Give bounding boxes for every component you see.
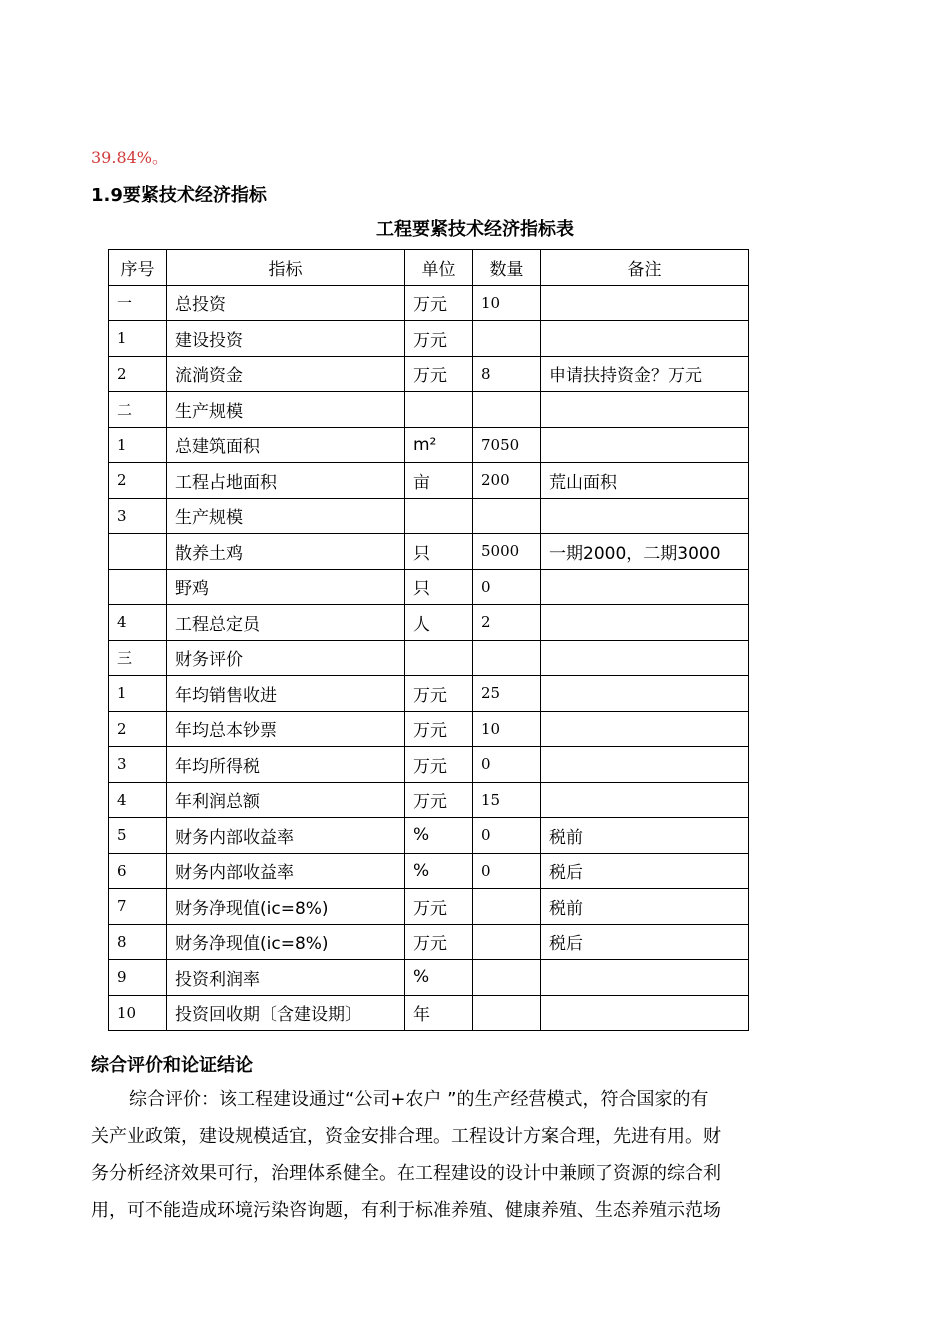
cell-remarks xyxy=(541,498,749,534)
cell-indicator: 野鸡 xyxy=(167,569,405,605)
cell-quantity: 5000 xyxy=(473,534,541,570)
cell-remarks: 税前 xyxy=(541,818,749,854)
cell-indicator: 财务内部收益率 xyxy=(167,818,405,854)
table-row xyxy=(109,676,749,712)
table-row xyxy=(109,427,749,463)
cell-indicator: 财务评价 xyxy=(167,640,405,676)
table-row xyxy=(109,818,749,854)
cell-indicator: 财务净现值(ic=8%) xyxy=(167,889,405,925)
cell-quantity: 10 xyxy=(473,285,541,321)
cell-index: 6 xyxy=(109,853,167,889)
cell-unit: 年 xyxy=(405,995,473,1031)
cell-quantity: 0 xyxy=(473,747,541,783)
cell-index: 2 xyxy=(109,356,167,392)
cell-unit xyxy=(405,640,473,676)
cell-index: 10 xyxy=(109,995,167,1031)
table-row xyxy=(109,605,749,641)
cell-unit: 只 xyxy=(405,534,473,570)
table-row xyxy=(109,321,749,357)
table-row xyxy=(109,569,749,605)
table-row xyxy=(109,782,749,818)
cell-unit: % xyxy=(405,853,473,889)
previous-page-fragment: 39.84%。 xyxy=(91,148,169,167)
cell-indicator: 总建筑面积 xyxy=(167,427,405,463)
cell-quantity: 25 xyxy=(473,676,541,712)
paragraph-line: 务分析经济效果可行，治理体系健全。在工程建设的设计中兼顾了资源的综合利 xyxy=(91,1163,721,1184)
cell-indicator: 生产规模 xyxy=(167,498,405,534)
table-row xyxy=(109,924,749,960)
header-index: 序号 xyxy=(109,250,167,286)
cell-remarks xyxy=(541,747,749,783)
indicators-table xyxy=(108,249,749,1031)
cell-indicator: 年均所得税 xyxy=(167,747,405,783)
table-row xyxy=(109,498,749,534)
cell-unit: 只 xyxy=(405,569,473,605)
cell-index: 2 xyxy=(109,463,167,499)
cell-remarks: 申请扶持资金？万元 xyxy=(541,356,749,392)
cell-quantity: 10 xyxy=(473,711,541,747)
cell-unit: 万元 xyxy=(405,747,473,783)
paragraph-line: 用，可不能造成环境污染咨询题，有利于标准养殖、健康养殖、生态养殖示范场 xyxy=(91,1200,721,1221)
cell-remarks xyxy=(541,285,749,321)
cell-quantity xyxy=(473,640,541,676)
table-header-row xyxy=(109,250,749,286)
cell-indicator: 生产规模 xyxy=(167,392,405,428)
cell-remarks: 税后 xyxy=(541,924,749,960)
cell-indicator: 年均销售收进 xyxy=(167,676,405,712)
table-row xyxy=(109,534,749,570)
cell-indicator: 工程总定员 xyxy=(167,605,405,641)
cell-remarks xyxy=(541,427,749,463)
cell-index: 8 xyxy=(109,924,167,960)
cell-index: 三 xyxy=(109,640,167,676)
cell-index: 2 xyxy=(109,711,167,747)
cell-remarks: 税后 xyxy=(541,853,749,889)
cell-indicator: 工程占地面积 xyxy=(167,463,405,499)
cell-remarks xyxy=(541,782,749,818)
paragraph-line: 综合评价：该工程建设通过“公司+农户 ”的生产经营模式，符合国家的有 xyxy=(129,1089,709,1110)
header-quantity: 数量 xyxy=(473,250,541,286)
table-title: 工程要紧技术经济指标表 xyxy=(376,219,574,240)
summary-heading: 综合评价和论证结论 xyxy=(91,1055,253,1076)
cell-index: 4 xyxy=(109,605,167,641)
cell-unit: 万元 xyxy=(405,924,473,960)
cell-index: 1 xyxy=(109,427,167,463)
cell-remarks xyxy=(541,995,749,1031)
cell-quantity xyxy=(473,321,541,357)
table-row xyxy=(109,392,749,428)
cell-quantity xyxy=(473,924,541,960)
table-row xyxy=(109,995,749,1031)
cell-remarks: 荒山面积 xyxy=(541,463,749,499)
cell-unit xyxy=(405,498,473,534)
cell-quantity: 2 xyxy=(473,605,541,641)
summary-paragraph xyxy=(91,1081,771,1229)
table-row xyxy=(109,960,749,996)
cell-remarks: 税前 xyxy=(541,889,749,925)
cell-index: 1 xyxy=(109,321,167,357)
cell-unit: 万元 xyxy=(405,285,473,321)
cell-unit: 万元 xyxy=(405,889,473,925)
cell-index: 5 xyxy=(109,818,167,854)
cell-unit: 万元 xyxy=(405,782,473,818)
cell-index xyxy=(109,534,167,570)
table-row xyxy=(109,853,749,889)
cell-unit: 万元 xyxy=(405,676,473,712)
cell-index: 1 xyxy=(109,676,167,712)
table-row xyxy=(109,889,749,925)
cell-unit: 万元 xyxy=(405,356,473,392)
cell-quantity: 15 xyxy=(473,782,541,818)
table-row xyxy=(109,285,749,321)
cell-quantity: 0 xyxy=(473,853,541,889)
cell-unit: % xyxy=(405,960,473,996)
cell-quantity: 7050 xyxy=(473,427,541,463)
cell-quantity: 8 xyxy=(473,356,541,392)
cell-unit xyxy=(405,392,473,428)
cell-quantity: 0 xyxy=(473,569,541,605)
cell-unit: 万元 xyxy=(405,321,473,357)
cell-quantity xyxy=(473,960,541,996)
cell-remarks xyxy=(541,960,749,996)
table-row xyxy=(109,711,749,747)
cell-index: 9 xyxy=(109,960,167,996)
cell-remarks xyxy=(541,605,749,641)
cell-indicator: 年均总本钞票 xyxy=(167,711,405,747)
cell-indicator: 散养土鸡 xyxy=(167,534,405,570)
cell-quantity xyxy=(473,995,541,1031)
cell-unit: 人 xyxy=(405,605,473,641)
cell-remarks xyxy=(541,392,749,428)
table-row xyxy=(109,640,749,676)
cell-index: 7 xyxy=(109,889,167,925)
table-row xyxy=(109,356,749,392)
cell-index: 3 xyxy=(109,498,167,534)
cell-index: 一 xyxy=(109,285,167,321)
cell-index: 4 xyxy=(109,782,167,818)
cell-remarks: 一期2000，二期3000 xyxy=(541,534,749,570)
cell-indicator: 投资回收期〔含建设期〕 xyxy=(167,995,405,1031)
cell-remarks xyxy=(541,321,749,357)
cell-remarks xyxy=(541,676,749,712)
cell-quantity: 200 xyxy=(473,463,541,499)
cell-quantity xyxy=(473,392,541,428)
cell-unit: 万元 xyxy=(405,711,473,747)
cell-indicator: 总投资 xyxy=(167,285,405,321)
cell-remarks xyxy=(541,711,749,747)
cell-unit: % xyxy=(405,818,473,854)
cell-unit: m² xyxy=(405,427,473,463)
cell-quantity xyxy=(473,889,541,925)
cell-indicator: 投资利润率 xyxy=(167,960,405,996)
cell-remarks xyxy=(541,569,749,605)
cell-remarks xyxy=(541,640,749,676)
cell-unit: 亩 xyxy=(405,463,473,499)
table-row xyxy=(109,463,749,499)
header-indicator: 指标 xyxy=(167,250,405,286)
section-heading: 1.9要紧技术经济指标 xyxy=(91,185,267,206)
cell-index: 二 xyxy=(109,392,167,428)
cell-indicator: 财务内部收益率 xyxy=(167,853,405,889)
cell-quantity: 0 xyxy=(473,818,541,854)
cell-indicator: 年利润总额 xyxy=(167,782,405,818)
cell-quantity xyxy=(473,498,541,534)
cell-indicator: 财务净现值(ic=8%) xyxy=(167,924,405,960)
cell-index xyxy=(109,569,167,605)
paragraph-line: 关产业政策，建设规模适宜，资金安排合理。工程设计方案合理，先进有用。财 xyxy=(91,1126,721,1147)
cell-indicator: 建设投资 xyxy=(167,321,405,357)
header-remarks: 备注 xyxy=(541,250,749,286)
table-row xyxy=(109,747,749,783)
cell-indicator: 流淌资金 xyxy=(167,356,405,392)
cell-index: 3 xyxy=(109,747,167,783)
header-unit: 单位 xyxy=(405,250,473,286)
